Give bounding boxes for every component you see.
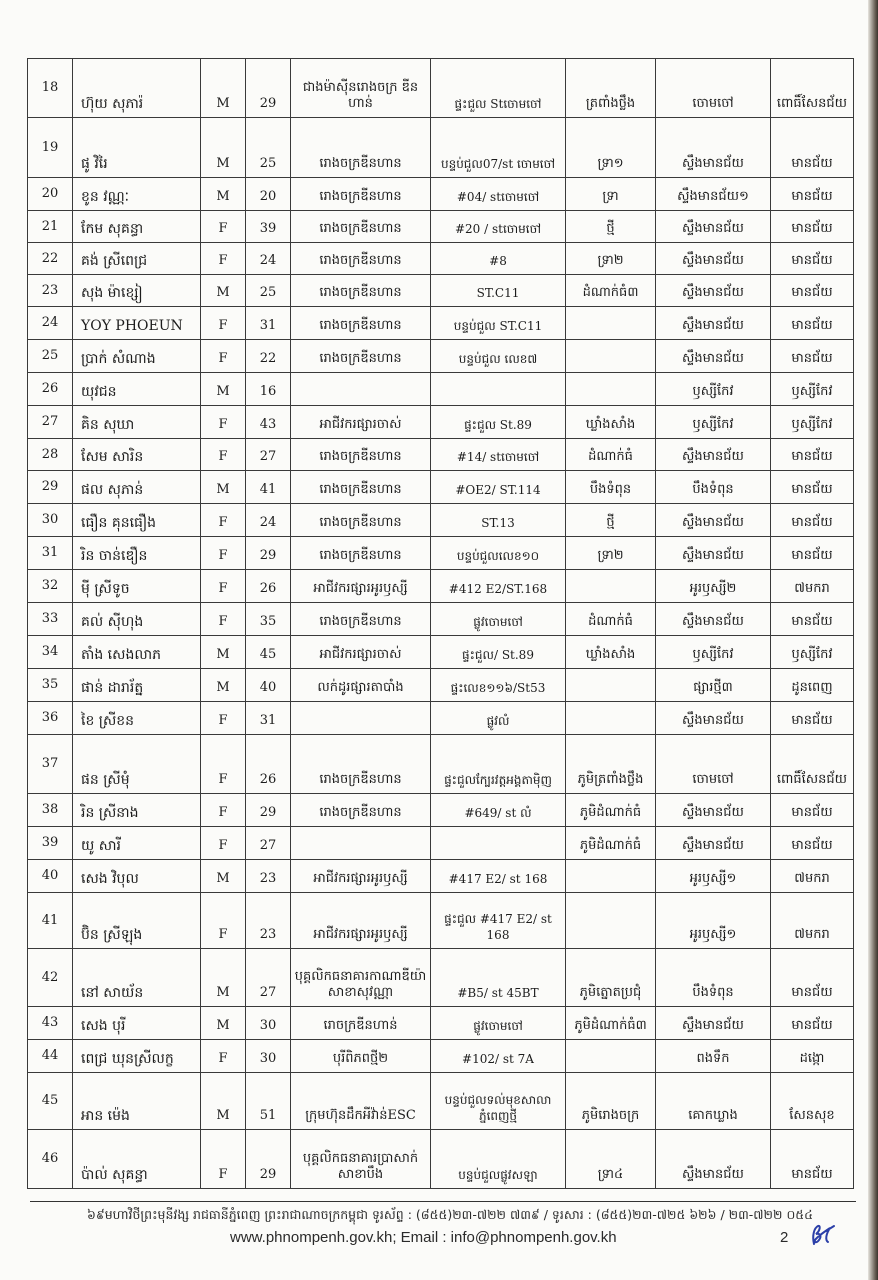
roster-body [28,59,854,1189]
cell-name: សុង ម៉ាខ្សៀ [73,275,201,307]
cell-address: #8 [431,243,566,275]
table-row [28,1130,854,1189]
cell-age: 27 [246,949,291,1007]
table-row [28,504,854,537]
cell-address: #20 / stចោមចៅ [431,211,566,243]
cell-number: 22 [28,243,73,275]
cell-number: 35 [28,669,73,702]
cell-occupation: រោចក្រឌីនហាន់ [291,1007,431,1040]
cell-address: #B5/ st 45BT [431,949,566,1007]
cell-village: ដំណាក់ធំ [566,439,656,471]
cell-occupation: បុគ្គលិកធនាគារប្រាសាក់ សាខាបឹង [291,1130,431,1189]
cell-sex: F [201,439,246,471]
cell-village [566,669,656,702]
table-row [28,243,854,275]
cell-occupation: រោងចក្រឌីនហាន [291,275,431,307]
cell-village: ទ្រា [566,178,656,211]
cell-name: កែម សុគន្ធា [73,211,201,243]
cell-address: ផ្ទះជួល #417 E2/ st 168 [431,893,566,949]
cell-number: 38 [28,794,73,827]
cell-occupation [291,373,431,406]
cell-sex: F [201,603,246,636]
cell-district: ឫស្សីកែវ [771,373,854,406]
table-row [28,439,854,471]
cell-occupation: អាជីវករផ្សារចាស់ [291,636,431,669]
cell-address: បន្ទប់ជួលផ្លូវសឡា [431,1130,566,1189]
cell-address: ផ្ទះជួលក្បែរវត្តអង្គតាម៉ិញ [431,735,566,794]
cell-address: ផ្ទះលេខ១១៦/St53 [431,669,566,702]
cell-village: ឃ្លាំងសាំង [566,406,656,439]
cell-age: 27 [246,827,291,860]
cell-number: 19 [28,118,73,178]
cell-age: 30 [246,1040,291,1073]
table-row [28,1007,854,1040]
cell-number: 30 [28,504,73,537]
cell-number: 45 [28,1073,73,1130]
cell-village [566,570,656,603]
table-row [28,702,854,735]
cell-number: 40 [28,860,73,893]
cell-sex: F [201,735,246,794]
cell-village: ទ្រា១ [566,118,656,178]
cell-sex: F [201,307,246,340]
cell-name: រិន ចាន់ឌឿន [73,537,201,570]
cell-occupation: អាជីវករផ្សារអូរឫស្សី [291,570,431,603]
cell-age: 25 [246,275,291,307]
cell-age: 27 [246,439,291,471]
cell-age: 31 [246,307,291,340]
cell-district: ពោធិ៍សែនជ័យ [771,735,854,794]
cell-sex: M [201,1073,246,1130]
table-row [28,860,854,893]
cell-district: មានជ័យ [771,340,854,373]
cell-occupation: បុគ្គលិកធនាគារកាណាឌីយ៉ា សាខាសុវណ្ណា [291,949,431,1007]
page-number: 2 [780,1229,789,1246]
cell-commune: ស្ទឹងមានជ័យ [656,340,771,373]
table-row [28,178,854,211]
cell-occupation: រោងចក្រឌីនហាន [291,794,431,827]
cell-sex: F [201,1130,246,1189]
cell-commune: ស្ទឹងមានជ័យ [656,827,771,860]
cell-number: 28 [28,439,73,471]
cell-village: ភូមិដំណាក់ធំ [566,794,656,827]
cell-age: 26 [246,570,291,603]
table-row [28,1073,854,1130]
cell-age: 43 [246,406,291,439]
table-row [28,373,854,406]
cell-name: រិន ស្រីនាង [73,794,201,827]
cell-village: ភូមិត្នោតប្រជុំ [566,949,656,1007]
cell-occupation: បុរីពិភពថ្មី២ [291,1040,431,1073]
cell-address: #417 E2/ st 168 [431,860,566,893]
cell-address: #14/ stចោមចៅ [431,439,566,471]
cell-name: ប៉ាល់ សុគន្ធា [73,1130,201,1189]
cell-district: មានជ័យ [771,702,854,735]
cell-name: ផន ស្រីមុំ [73,735,201,794]
cell-commune: ស្ទឹងមានជ័យ [656,603,771,636]
cell-address: ផ្លូវចោមចៅ [431,1007,566,1040]
cell-address: #OE2/ ST.114 [431,471,566,504]
cell-address: បន្ទប់ជួល ST.C11 [431,307,566,340]
cell-occupation: រោងចក្រឌីនហាន [291,735,431,794]
cell-name: ហ៊ុយ សុភារ៉ [73,59,201,118]
cell-age: 22 [246,340,291,373]
cell-occupation: រោងចក្រឌីនហាន [291,537,431,570]
cell-name: គង់ ស្រីពេជ្រ [73,243,201,275]
cell-address [431,827,566,860]
cell-address: #412 E2/ST.168 [431,570,566,603]
cell-commune: ស្ទឹងមានជ័យ [656,275,771,307]
table-row [28,949,854,1007]
cell-number: 23 [28,275,73,307]
cell-number: 26 [28,373,73,406]
cell-occupation: រោងចក្រឌីនហាន [291,178,431,211]
cell-address: ផ្ទះជួល St.89 [431,406,566,439]
cell-age: 41 [246,471,291,504]
cell-village: ឃ្លាំងសាំង [566,636,656,669]
cell-sex: F [201,1040,246,1073]
table-row [28,118,854,178]
cell-name: YOY PHOEUN [73,307,201,340]
cell-number: 20 [28,178,73,211]
cell-number: 37 [28,735,73,794]
cell-district: ៧មករា [771,570,854,603]
cell-address: #102/ st 7A [431,1040,566,1073]
cell-sex: F [201,504,246,537]
cell-occupation: អាជីវករផ្សារអូរឫស្សី [291,893,431,949]
cell-commune: ស្ទឹងមានជ័យ [656,211,771,243]
cell-address: ផ្លូវចោមចៅ [431,603,566,636]
cell-name: ផាន់ ដារារ័ត្ន [73,669,201,702]
cell-sex: F [201,406,246,439]
cell-district: មានជ័យ [771,307,854,340]
table-row [28,340,854,373]
cell-commune: ស្ទឹងមានជ័យ [656,504,771,537]
cell-village: ភូមិដំណាក់ធំ៣ [566,1007,656,1040]
cell-name: ធឿន គុនធឿង [73,504,201,537]
cell-age: 30 [246,1007,291,1040]
cell-commune: អូរឫស្សី១ [656,893,771,949]
cell-occupation [291,702,431,735]
cell-name: នៅ សាយ័ន [73,949,201,1007]
page-edge-shadow [868,0,878,1280]
cell-village: ដំណាក់ធំ [566,603,656,636]
cell-sex: F [201,827,246,860]
cell-address: #04/ stចោមចៅ [431,178,566,211]
cell-district: មានជ័យ [771,827,854,860]
cell-occupation: ជាងម៉ាស៊ីនរោងចក្រ ឌីនហាន់ [291,59,431,118]
cell-name: យុវជន [73,373,201,406]
cell-sex: M [201,1007,246,1040]
cell-commune: ផ្សារថ្មី៣ [656,669,771,702]
cell-occupation: អាជីវករផ្សារអូរឫស្សី [291,860,431,893]
cell-village: ទ្រា២ [566,243,656,275]
cell-number: 42 [28,949,73,1007]
cell-village [566,702,656,735]
table-row [28,1040,854,1073]
signature-initial-icon [808,1222,836,1248]
cell-village [566,1040,656,1073]
cell-name: ផូ វិរៃ [73,118,201,178]
cell-commune: ស្ទឹងមានជ័យ [656,307,771,340]
cell-number: 36 [28,702,73,735]
cell-address: បន្ទប់ជួល07/st ចោមចៅ [431,118,566,178]
cell-address: ST.13 [431,504,566,537]
cell-number: 44 [28,1040,73,1073]
cell-age: 25 [246,118,291,178]
cell-sex: F [201,211,246,243]
cell-age: 29 [246,537,291,570]
cell-name: ផល សុភាន់ [73,471,201,504]
table-row [28,275,854,307]
cell-occupation: រោងចក្រឌីនហាន [291,340,431,373]
cell-age: 20 [246,178,291,211]
cell-village [566,373,656,406]
table-row [28,59,854,118]
cell-district: មានជ័យ [771,603,854,636]
cell-age: 24 [246,504,291,537]
cell-name: គល់ ស៊ីហុង [73,603,201,636]
cell-age: 39 [246,211,291,243]
cell-occupation: រោងចក្រឌីនហាន [291,504,431,537]
cell-occupation: រោងចក្រឌីនហាន [291,603,431,636]
cell-commune: ស្ទឹងមានជ័យ [656,1130,771,1189]
cell-district: មានជ័យ [771,211,854,243]
cell-name: គិន សុឃា [73,406,201,439]
cell-commune: ចោមចៅ [656,735,771,794]
cell-number: 27 [28,406,73,439]
cell-district: មានជ័យ [771,1130,854,1189]
cell-occupation: រោងចក្រឌីនហាន [291,439,431,471]
cell-name: ពេជ្រ ឃុនស្រីលក្ខ [73,1040,201,1073]
cell-commune: ស្ទឹងមានជ័យ [656,439,771,471]
cell-district: មានជ័យ [771,118,854,178]
cell-sex: F [201,702,246,735]
cell-district: ៧មករា [771,860,854,893]
cell-commune: អូរឫស្សី១ [656,860,771,893]
cell-age: 23 [246,860,291,893]
cell-village: ទ្រា២ [566,537,656,570]
table-row [28,537,854,570]
cell-village [566,893,656,949]
cell-commune: ស្ទឹងមានជ័យ [656,702,771,735]
cell-village: ភូមិរោងចក្រ [566,1073,656,1130]
cell-sex: F [201,794,246,827]
cell-number: 32 [28,570,73,603]
cell-commune: ពងទឹក [656,1040,771,1073]
cell-address: បន្ទប់ជួល លេខ៧ [431,340,566,373]
cell-district: មានជ័យ [771,275,854,307]
cell-address: បន្ទប់ជួលលេខ១០ [431,537,566,570]
cell-number: 24 [28,307,73,340]
cell-number: 43 [28,1007,73,1040]
table-row [28,307,854,340]
footer-address: ៦៩មហាវិថីព្រះមុនីវង្ស រាជធានីភ្នំពេញ ព្រះរាជាណាចក្រកម្ពុជា ទូរស័ព្ទ : (៨៥៥)២៣-៧២២ ៧៣៩ / ទូរសារ : (៨៥៥)២៣-៧២៥ ៦២៦ / ២៣-៧២២ ០៥៤ [87,1207,813,1222]
cell-commune: ស្ទឹងមានជ័យ១ [656,178,771,211]
cell-sex: F [201,243,246,275]
cell-village: ទ្រា៤ [566,1130,656,1189]
cell-number: 31 [28,537,73,570]
cell-district: ដង្កោ [771,1040,854,1073]
cell-address: បន្ទប់ជួលទល់មុខសាលាភ្នំពេញថ្មី [431,1073,566,1130]
cell-occupation: រោងចក្រឌីនហាន [291,118,431,178]
roster-table [27,58,854,1189]
cell-number: 18 [28,59,73,118]
cell-name: ប៊ិន ស្រីឡុង [73,893,201,949]
cell-sex: F [201,537,246,570]
cell-age: 24 [246,243,291,275]
cell-occupation: រោងចក្រឌីនហាន [291,243,431,275]
cell-occupation [291,827,431,860]
cell-sex: M [201,669,246,702]
cell-commune: ឫស្សីកែវ [656,406,771,439]
cell-age: 29 [246,59,291,118]
footer-divider [30,1201,856,1202]
cell-commune: អូរឫស្សី២ [656,570,771,603]
table-row [28,406,854,439]
cell-commune: ស្ទឹងមានជ័យ [656,243,771,275]
cell-sex: M [201,636,246,669]
cell-village [566,307,656,340]
cell-district: មានជ័យ [771,471,854,504]
cell-number: 46 [28,1130,73,1189]
cell-district: មានជ័យ [771,243,854,275]
cell-name: ខៃ ស្រីខន [73,702,201,735]
cell-village [566,340,656,373]
cell-district: មានជ័យ [771,504,854,537]
cell-address: ផ្លូវលំ [431,702,566,735]
cell-sex: F [201,340,246,373]
cell-village [566,860,656,893]
cell-district: ពោធិ៍សែនជ័យ [771,59,854,118]
cell-age: 23 [246,893,291,949]
cell-name: ម៉ី ស្រីទូច [73,570,201,603]
table-row [28,636,854,669]
cell-commune: ស្ទឹងមានជ័យ [656,118,771,178]
cell-age: 31 [246,702,291,735]
cell-number: 21 [28,211,73,243]
cell-number: 39 [28,827,73,860]
cell-occupation: រោងចក្រឌីនហាន [291,307,431,340]
cell-number: 33 [28,603,73,636]
cell-address: ផ្ទះជួល Stចោមចៅ [431,59,566,118]
cell-number: 29 [28,471,73,504]
cell-district: ឫស្សីកែវ [771,406,854,439]
cell-commune: ឫស្សីកែវ [656,636,771,669]
cell-occupation: រោងចក្រឌីនហាន [291,471,431,504]
table-row [28,471,854,504]
cell-occupation: លក់ដូរផ្សារតាបាំង [291,669,431,702]
cell-sex: M [201,373,246,406]
cell-name: ប្រាក់ សំណាង [73,340,201,373]
cell-commune: បឹងទំពុន [656,949,771,1007]
cell-sex: M [201,949,246,1007]
cell-village: ត្រពាំងថ្លឹង [566,59,656,118]
cell-name: អាន ម៉េង [73,1073,201,1130]
table-row [28,735,854,794]
table-row [28,603,854,636]
cell-age: 40 [246,669,291,702]
cell-number: 25 [28,340,73,373]
cell-village: ភូមិដំណាក់ធំ [566,827,656,860]
cell-sex: M [201,59,246,118]
cell-address: #649/ st លំ [431,794,566,827]
cell-age: 35 [246,603,291,636]
cell-sex: M [201,118,246,178]
cell-address: ST.C11 [431,275,566,307]
footer-web-email: www.phnompenh.gov.kh; Email : info@phnompenh.gov.kh [230,1229,617,1246]
cell-name: ខូន វណ្ណៈ [73,178,201,211]
cell-age: 16 [246,373,291,406]
cell-sex: M [201,860,246,893]
cell-district: មានជ័យ [771,794,854,827]
cell-address [431,373,566,406]
cell-district: មានជ័យ [771,439,854,471]
cell-commune: ស្ទឹងមានជ័យ [656,1007,771,1040]
cell-age: 26 [246,735,291,794]
table-row [28,893,854,949]
cell-village: ដំណាក់ធំ៣ [566,275,656,307]
cell-district: សែនសុខ [771,1073,854,1130]
cell-commune: បឹងទំពុន [656,471,771,504]
cell-occupation: រោងចក្រឌីនហាន [291,211,431,243]
cell-district: ឫស្សីកែវ [771,636,854,669]
cell-district: មានជ័យ [771,178,854,211]
cell-district: មានជ័យ [771,949,854,1007]
cell-name: យូ សារី [73,827,201,860]
cell-number: 41 [28,893,73,949]
cell-name: សែម សារិន [73,439,201,471]
cell-village: ភូមិត្រពាំងថ្លឹង [566,735,656,794]
cell-name: សេង បុរី [73,1007,201,1040]
cell-sex: F [201,893,246,949]
table-row [28,794,854,827]
cell-sex: F [201,570,246,603]
cell-sex: M [201,178,246,211]
cell-village: បឹងទំពុន [566,471,656,504]
cell-commune: ឫស្សីកែវ [656,373,771,406]
cell-commune: ស្ទឹងមានជ័យ [656,537,771,570]
cell-village: ថ្មី [566,211,656,243]
cell-commune: គោកឃ្លាង [656,1073,771,1130]
cell-age: 51 [246,1073,291,1130]
cell-name: សេង វិបុល [73,860,201,893]
cell-district: ៧មករា [771,893,854,949]
cell-commune: ចោមចៅ [656,59,771,118]
cell-address: ផ្ទះជួល/ St.89 [431,636,566,669]
cell-age: 45 [246,636,291,669]
table-row [28,211,854,243]
cell-age: 29 [246,794,291,827]
cell-occupation: ក្រុមហ៊ុនដឹកអីវ៉ាន់ESC [291,1073,431,1130]
table-row [28,669,854,702]
cell-number: 34 [28,636,73,669]
cell-district: មានជ័យ [771,537,854,570]
cell-village: ថ្មី [566,504,656,537]
cell-name: តាំង សេងលាភ [73,636,201,669]
cell-occupation: អាជីវករផ្សារចាស់ [291,406,431,439]
cell-sex: M [201,471,246,504]
cell-age: 29 [246,1130,291,1189]
table-row [28,570,854,603]
cell-commune: ស្ទឹងមានជ័យ [656,794,771,827]
cell-sex: M [201,275,246,307]
cell-district: មានជ័យ [771,1007,854,1040]
table-row [28,827,854,860]
cell-district: ដូនពេញ [771,669,854,702]
